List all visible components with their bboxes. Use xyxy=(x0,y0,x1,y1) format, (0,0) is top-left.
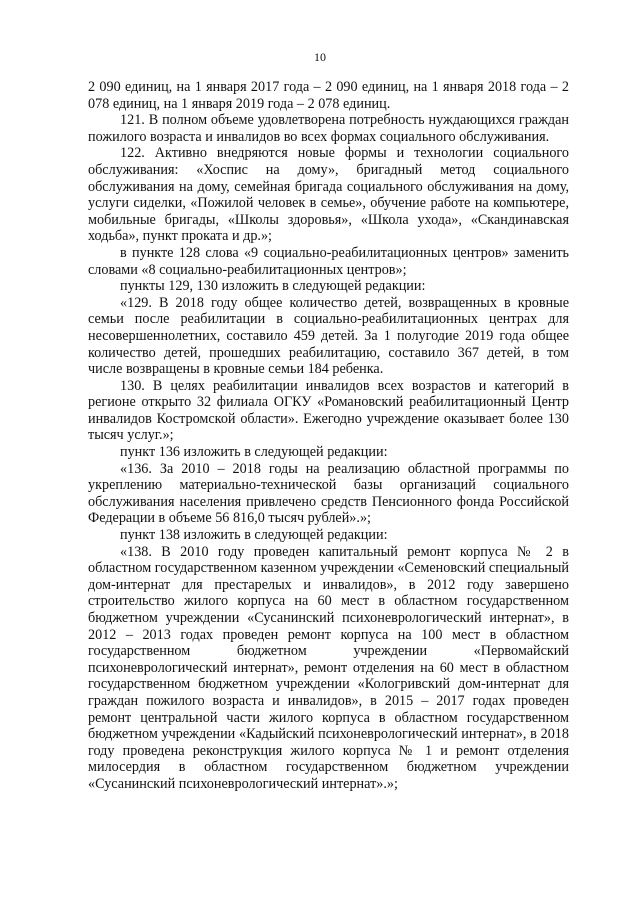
paragraph-instruction-138: пункт 138 изложить в следующей редакции: xyxy=(120,527,388,544)
paragraph-136: «136. За 2010 – 2018 годы на реализацию областной программы по укреплению материально-технической базы организаций социального обслуживания населения привлечено средств Пенсионного фонда Российской Федерации в объеме 56 816,0 тысяч рублей».»; xyxy=(88,460,569,527)
paragraph-continuation: 2 090 единиц, на 1 января 2017 года – 2 090 единиц, на 1 января 2018 года – 2 078 единиц, на 1 января 2019 года – 2 078 единиц. xyxy=(88,79,569,112)
paragraph-122: 122. Активно внедряются новые формы и технологии социального обслуживания: «Хоспис на дому», бригадный метод социального обслуживания на дому, семейная бригада социального обслуживания на дому, услуги сиделки, «Пожилой человек в семье», обучение работе на компьютере, мобильные бригады, «Школы здоровья», «Школа ухода», «Скандинавская ходьба», пункт проката и др.»; xyxy=(88,145,569,245)
document-body xyxy=(88,79,569,793)
paragraph-instruction-129-130: пункты 129, 130 изложить в следующей редакции: xyxy=(120,278,426,295)
paragraph-amend-128: в пункте 128 слова «9 социально-реабилитационных центров» заменить словами «8 социально-реабилитационных центров»; xyxy=(88,244,569,278)
paragraph-138: «138. В 2010 году проведен капитальный ремонт корпуса № 2 в областном государственном казенном учреждении «Семеновский специальный дом-интернат для престарелых и инвалидов», в 2012 году завершено строительство жилого корпуса на 60 мест в областном государственном бюджетном учреждении «Сусанинский психоневрологический интернат», в 2012 – 2013 годах проведен ремонт корпуса на 100 мест в областном государственном бюджетном учреждении «Первомайский психоневрологический интернат», ремонт отделения на 60 мест в областном государственном бюджетном учреждении «Кологривский дом-интернат для граждан пожилого возраста и инвалидов», в 2015 – 2017 годах проведен ремонт центральной части жилого корпуса в областном государственном бюджетном учреждении «Кадыйский психоневрологический интернат», в 2018 году проведена реконструкция жилого корпуса № 1 и ремонт отделения милосердия в областном государственном бюджетном учреждении «Сусанинский психоневрологический интернат».»; xyxy=(88,543,569,792)
paragraph-121: 121. В полном объеме удовлетворена потребность нуждающихся граждан пожилого возраста и инвалидов во всех формах социального обслуживания. xyxy=(88,112,569,145)
paragraph-130: 130. В целях реабилитации инвалидов всех возрастов и категорий в регионе открыто 32 филиала ОГКУ «Романовский реабилитационный Центр инвалидов Костромской области». Ежегодно учреждение оказывает более 130 тысяч услуг.»; xyxy=(88,377,569,444)
paragraph-129: «129. В 2018 году общее количество детей, возвращенных в кровные семьи после реабилитации в социально-реабилитационных центрах для несовершеннолетних, составило 459 детей. За 1 полугодие 2019 года общее количество детей, прошедших реабилитацию, составило 367 детей, в том числе возвращены в кровные семьи 184 ребенка. xyxy=(88,294,569,378)
page-number: 10 xyxy=(314,50,326,64)
paragraph-instruction-136: пункт 136 изложить в следующей редакции: xyxy=(120,444,388,461)
